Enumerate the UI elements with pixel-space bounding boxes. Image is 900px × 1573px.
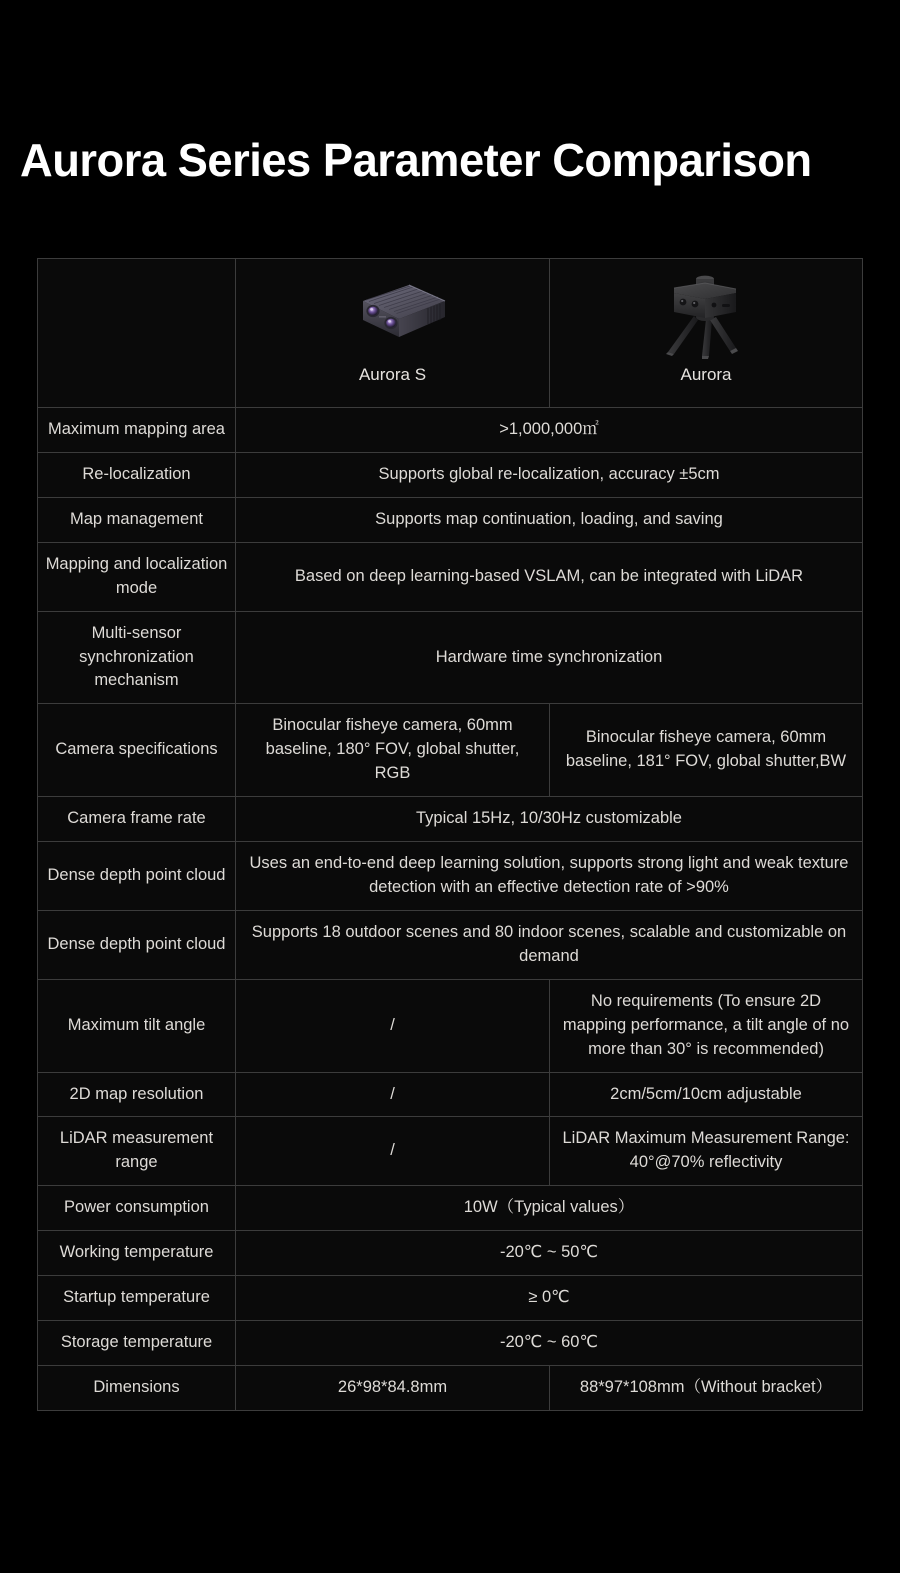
product-header-2: [550, 259, 862, 407]
row-label: Map management: [38, 497, 236, 542]
row-value-merged: -20℃ ~ 50℃: [236, 1231, 863, 1276]
row-value-aurora-s: 26*98*84.8mm: [236, 1365, 550, 1410]
row-label: Dimensions: [38, 1365, 236, 1410]
product-header-cell-1: [236, 259, 550, 408]
product-header-1: [236, 259, 549, 407]
product-name-label: Aurora S: [358, 365, 427, 384]
row-value-merged: Typical 15Hz, 10/30Hz customizable: [236, 797, 863, 842]
row-value-merged: 10W（Typical values）: [236, 1186, 863, 1231]
table-row: [38, 979, 863, 1072]
spec-comparison-table: [37, 258, 863, 1411]
row-label: Mapping and localization mode: [38, 542, 236, 611]
row-value-aurora: No requirements (To ensure 2D mapping performance, a tilt angle of no more than 30° is recommended): [550, 979, 863, 1072]
row-label: Multi-sensor synchronization mechanism: [38, 611, 236, 704]
row-value-aurora: Binocular fisheye camera, 60mm baseline, 181° FOV, global shutter,BW: [550, 704, 863, 797]
row-value-merged: >1,000,000㎡: [236, 408, 863, 453]
row-value-aurora: 2cm/5cm/10cm adjustable: [550, 1072, 863, 1117]
table-row: [38, 611, 863, 704]
row-value-merged: Supports map continuation, loading, and saving: [236, 497, 863, 542]
row-value-aurora-s: /: [236, 979, 550, 1072]
row-label: Storage temperature: [38, 1321, 236, 1366]
aurora-tripod-device-icon: [650, 273, 762, 359]
table-row: [38, 497, 863, 542]
aurora-s-device-icon: [333, 277, 453, 355]
table-row: [38, 1072, 863, 1117]
row-value-merged: Based on deep learning-based VSLAM, can be integrated with LiDAR: [236, 542, 863, 611]
table-row: [38, 842, 863, 911]
row-label: Maximum mapping area: [38, 408, 236, 453]
row-value-aurora: LiDAR Maximum Measurement Range: 40°@70% reflectivity: [550, 1117, 863, 1186]
row-value-merged: ≥ 0℃: [236, 1276, 863, 1321]
table-row: [38, 1276, 863, 1321]
table-row: [38, 1231, 863, 1276]
header-spacer-cell: [38, 259, 236, 408]
table-row: [38, 910, 863, 979]
table-header-row: [38, 259, 863, 408]
row-label: Dense depth point cloud: [38, 910, 236, 979]
row-value-aurora: 88*97*108mm（Without bracket）: [550, 1365, 863, 1410]
row-label: Working temperature: [38, 1231, 236, 1276]
table-row: [38, 452, 863, 497]
row-value-merged: Uses an end-to-end deep learning solution, supports strong light and weak texture detection with an effective detection rate of >90%: [236, 842, 863, 911]
table-row: [38, 1186, 863, 1231]
row-value-merged: Supports global re-localization, accuracy ±5cm: [236, 452, 863, 497]
product-header-cell-2: [550, 259, 863, 408]
row-label: Re-localization: [38, 452, 236, 497]
row-label: Camera specifications: [38, 704, 236, 797]
product-name-label: Aurora: [680, 365, 732, 384]
row-label: Power consumption: [38, 1186, 236, 1231]
row-value-aurora-s: Binocular fisheye camera, 60mm baseline, 180° FOV, global shutter, RGB: [236, 704, 550, 797]
row-label: Camera frame rate: [38, 797, 236, 842]
row-value-aurora-s: /: [236, 1117, 550, 1186]
row-label: Startup temperature: [38, 1276, 236, 1321]
page-title: Aurora Series Parameter Comparison: [20, 134, 812, 186]
table-row: [38, 1117, 863, 1186]
aurora-s-device-icon: [333, 273, 453, 359]
row-value-merged: Supports 18 outdoor scenes and 80 indoor scenes, scalable and customizable on demand: [236, 910, 863, 979]
row-label: LiDAR measurement range: [38, 1117, 236, 1186]
table-row: [38, 542, 863, 611]
aurora-tripod-device-icon: [650, 270, 762, 362]
row-value-merged: Hardware time synchronization: [236, 611, 863, 704]
table-row: [38, 797, 863, 842]
row-label: Maximum tilt angle: [38, 979, 236, 1072]
row-label: 2D map resolution: [38, 1072, 236, 1117]
table-row: [38, 1321, 863, 1366]
table-row: [38, 1365, 863, 1410]
row-value-merged: -20℃ ~ 60℃: [236, 1321, 863, 1366]
row-value-aurora-s: /: [236, 1072, 550, 1117]
table-row: [38, 704, 863, 797]
table-row: [38, 408, 863, 453]
row-label: Dense depth point cloud: [38, 842, 236, 911]
